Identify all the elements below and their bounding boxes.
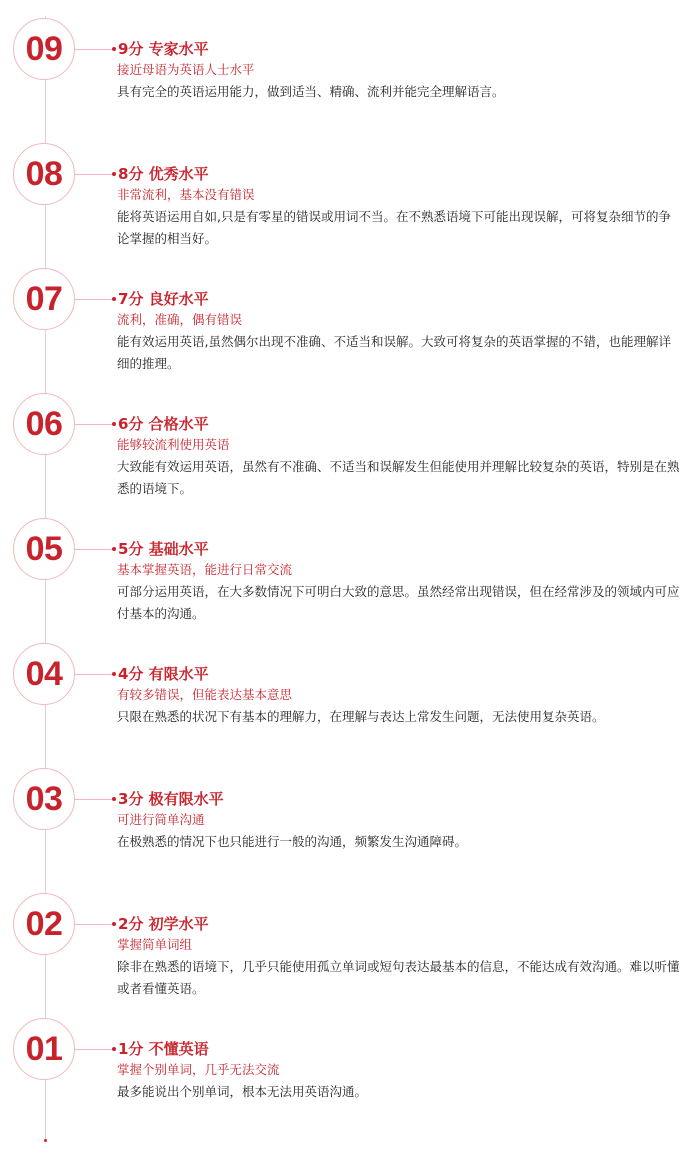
level-description: 大致能有效运用英语，虽然有不准确、不适当和误解发生但能使用并理解比较复杂的英语，特别是在熟悉的语境下。 (117, 459, 680, 496)
connector-line (75, 924, 113, 925)
connector-line (75, 1049, 113, 1050)
level-description: 除非在熟悉的语境下，几乎只能使用孤立单词或短句表达最基本的信息，不能达成有效沟通。难以听懂或者看懂英语。 (117, 959, 680, 996)
connector-line (75, 174, 113, 175)
level-description: 可部分运用英语，在大多数情况下可明白大致的意思。虽然经常出现错误，但在经常涉及的领域内可应付基本的沟通。 (117, 584, 680, 621)
level-item-05 (0, 503, 700, 628)
level-number-badge: 02 (13, 893, 75, 955)
level-subtitle: 掌握个别单词，几乎无法交流 (117, 1062, 280, 1077)
level-item-07 (0, 253, 700, 378)
connector-dot (112, 922, 116, 926)
level-subtitle: 流利，准确，偶有错误 (117, 312, 243, 327)
level-number-badge: 06 (13, 393, 75, 455)
level-number-badge: 04 (13, 643, 75, 705)
level-number-badge: 09 (13, 18, 75, 80)
connector-dot (112, 547, 116, 551)
level-number-badge: 08 (13, 143, 75, 205)
level-number-badge: 03 (13, 768, 75, 830)
connector-dot (112, 422, 116, 426)
level-title: 5分 基础水平 (118, 540, 209, 558)
connector-line (75, 424, 113, 425)
level-title: 2分 初学水平 (118, 915, 209, 933)
connector-line (75, 674, 113, 675)
level-subtitle: 基本掌握英语，能进行日常交流 (117, 562, 293, 577)
level-description: 最多能说出个别单词，根本无法用英语沟通。 (117, 1084, 368, 1099)
connector-dot (112, 47, 116, 51)
level-number-badge: 01 (13, 1018, 75, 1080)
connector-dot (112, 297, 116, 301)
level-item-03 (0, 753, 700, 878)
level-item-09 (0, 3, 700, 128)
level-title: 1分 不懂英语 (118, 1040, 209, 1058)
level-number-badge: 05 (13, 518, 75, 580)
level-description: 在极熟悉的情况下也只能进行一般的沟通，频繁发生沟通障碍。 (117, 834, 468, 849)
level-title: 3分 极有限水平 (118, 790, 224, 808)
connector-dot (112, 172, 116, 176)
level-subtitle: 能够较流利使用英语 (117, 437, 230, 452)
level-description: 只限在熟悉的状况下有基本的理解力，在理解与表达上常发生问题，无法使用复杂英语。 (117, 709, 605, 724)
level-title: 7分 良好水平 (118, 290, 209, 308)
level-item-01 (0, 1003, 700, 1128)
level-subtitle: 掌握简单词组 (117, 937, 193, 952)
connector-line (75, 49, 113, 50)
connector-line (75, 549, 113, 550)
level-description: 具有完全的英语运用能力，做到适当、精确、流利并能完全理解语言。 (117, 84, 505, 99)
level-title: 6分 合格水平 (118, 415, 209, 433)
connector-line (75, 799, 113, 800)
timeline-end-dot (44, 1139, 47, 1142)
level-item-08 (0, 128, 700, 253)
connector-dot (112, 797, 116, 801)
level-subtitle: 有较多错误，但能表达基本意思 (117, 687, 293, 702)
level-title: 4分 有限水平 (118, 665, 209, 683)
level-subtitle: 接近母语为英语人士水平 (117, 62, 255, 77)
level-number-badge: 07 (13, 268, 75, 330)
connector-dot (112, 1047, 116, 1051)
level-item-02 (0, 878, 700, 1003)
level-title: 8分 优秀水平 (118, 165, 209, 183)
level-item-04 (0, 628, 700, 753)
level-item-06 (0, 378, 700, 503)
level-description: 能有效运用英语,虽然偶尔出现不准确、不适当和误解。大致可将复杂的英语掌握的不错，也能理解详细的推理。 (117, 334, 671, 371)
level-title: 9分 专家水平 (118, 40, 209, 58)
level-subtitle: 可进行简单沟通 (117, 812, 205, 827)
connector-line (75, 299, 113, 300)
connector-dot (112, 672, 116, 676)
level-subtitle: 非常流利，基本没有错误 (117, 187, 255, 202)
level-description: 能将英语运用自如,只是有零星的错误或用词不当。在不熟悉语境下可能出现误解，可将复杂细节的争论掌握的相当好。 (117, 209, 671, 246)
